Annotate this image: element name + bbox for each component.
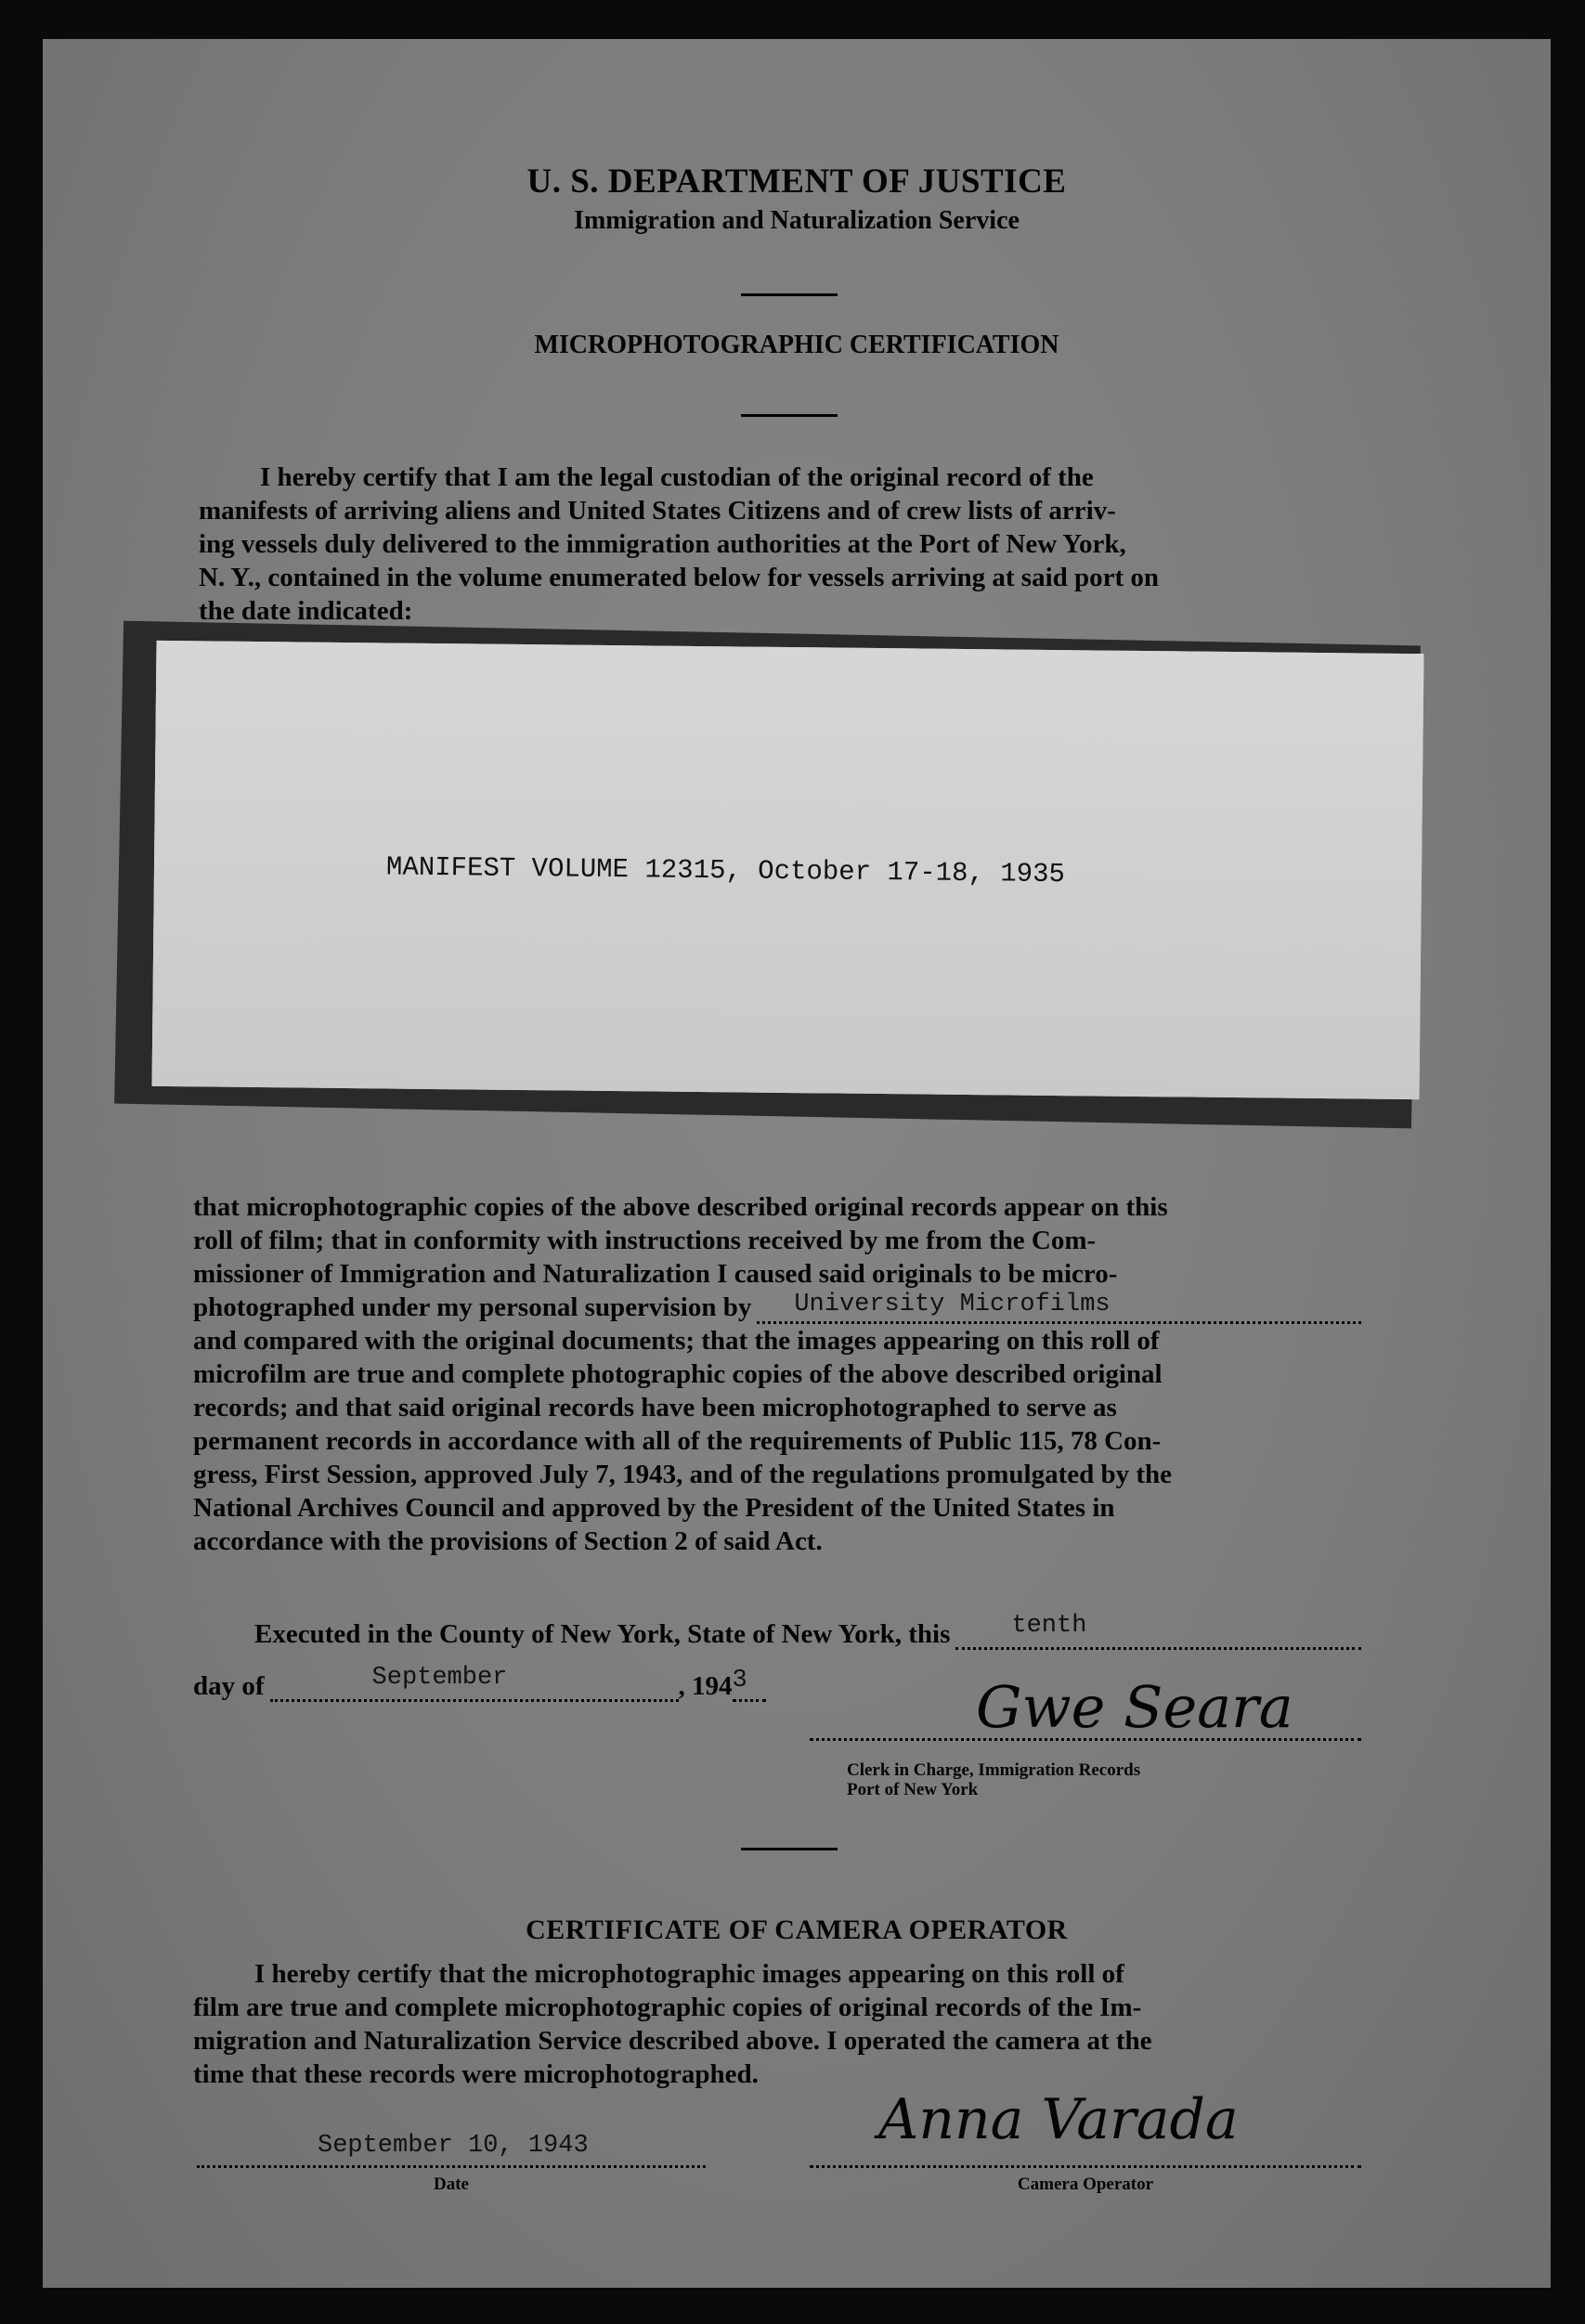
clerk-port: Port of New York	[847, 1780, 979, 1799]
month-field	[270, 1664, 679, 1702]
intro-line: N. Y., contained in the volume enumerated below for vessels arriving at said port on	[199, 563, 1160, 592]
body-line: roll of film; that in conformity with instructions received by me from the Com-	[193, 1226, 1097, 1255]
filmed-by-field	[757, 1292, 1361, 1324]
body-line-filmed-by	[193, 1291, 1361, 1324]
intro-line: the date indicated:	[199, 596, 413, 626]
intro-paragraph	[199, 461, 1361, 628]
year-digit: 3	[732, 1667, 747, 1694]
body-line: that microphotographic copies of the above described original records appear on this	[193, 1192, 1168, 1222]
body-line: accordance with the provisions of Section 2 of said Act.	[193, 1526, 823, 1556]
date-line-field	[197, 2165, 706, 2168]
execution-line	[254, 1612, 1361, 1650]
service-subtitle: Immigration and Naturalization Service	[574, 206, 1020, 235]
body-line: permanent records in accordance with all of the requirements of Public 115, 78 Con-	[193, 1426, 1162, 1456]
divider	[741, 1848, 838, 1850]
year-field	[733, 1669, 766, 1702]
certificate-sheet	[43, 39, 1551, 2288]
operator-line: film are true and complete microphotographic copies of original records of the Im-	[193, 1993, 1142, 2022]
intro-line: ing vessels duly delivered to the immigration authorities at the Port of New York,	[199, 529, 1126, 559]
divider	[741, 414, 838, 417]
operator-line: I hereby certify that the microphotographic images appearing on this roll of	[254, 1959, 1124, 1989]
month-value: September	[371, 1664, 508, 1692]
operator-paragraph	[193, 1957, 1361, 2091]
body-paragraph	[193, 1190, 1361, 1558]
date-label: Date	[434, 2175, 469, 2194]
operator-line: migration and Naturalization Service described above. I operated the camera at the	[193, 2026, 1152, 2056]
intro-line: manifests of arriving aliens and United States Citizens and of crew lists of arriv-	[199, 496, 1116, 526]
filmed-by-value: University Microfilms	[794, 1291, 1111, 1318]
day-field	[955, 1612, 1361, 1650]
volume-label: MANIFEST VOLUME 12315, October 17-18, 1935	[385, 851, 1066, 890]
day-of-label: day of	[193, 1671, 265, 1701]
body-line: and compared with the original documents; that the images appearing on this roll of	[193, 1326, 1160, 1356]
day-value: tenth	[1011, 1612, 1087, 1640]
body-line: microfilm are true and complete photographic copies of the above described original	[193, 1359, 1163, 1389]
body-line: gress, First Session, approved July 7, 1943, and of the regulations promulgated by the	[193, 1460, 1173, 1489]
agency-title: U. S. DEPARTMENT OF JUSTICE	[526, 162, 1067, 201]
operator-signature-line	[810, 2165, 1361, 2168]
divider	[741, 293, 838, 296]
date-line	[193, 1664, 862, 1702]
volume-card	[152, 641, 1424, 1099]
intro-line: I hereby certify that I am the legal custodian of the original record of the	[260, 462, 1094, 492]
body-line: records; and that said original records have been microphotographed to serve as	[193, 1393, 1117, 1422]
clerk-signature: Gwe Seara	[976, 1673, 1293, 1741]
operator-heading: CERTIFICATE OF CAMERA OPERATOR	[526, 1915, 1068, 1945]
execution-prefix: Executed in the County of New York, State of New York, this	[254, 1619, 951, 1649]
operator-label: Camera Operator	[1017, 2175, 1154, 2194]
year-prefix: , 194	[678, 1671, 733, 1701]
body-line-prefix: photographed under my personal supervision by	[193, 1292, 752, 1322]
document-title: MICROPHOTOGRAPHIC CERTIFICATION	[534, 331, 1059, 359]
operator-line: time that these records were microphotographed.	[193, 2059, 759, 2089]
body-line: National Archives Council and approved by the President of the United States in	[193, 1493, 1115, 1523]
clerk-title: Clerk in Charge, Immigration Records	[847, 1760, 1141, 1780]
operator-date-value: September 10, 1943	[318, 2132, 589, 2160]
operator-signature: Anna Varada	[878, 2087, 1239, 2152]
body-line: missioner of Immigration and Naturalization I caused said originals to be micro-	[193, 1259, 1118, 1289]
